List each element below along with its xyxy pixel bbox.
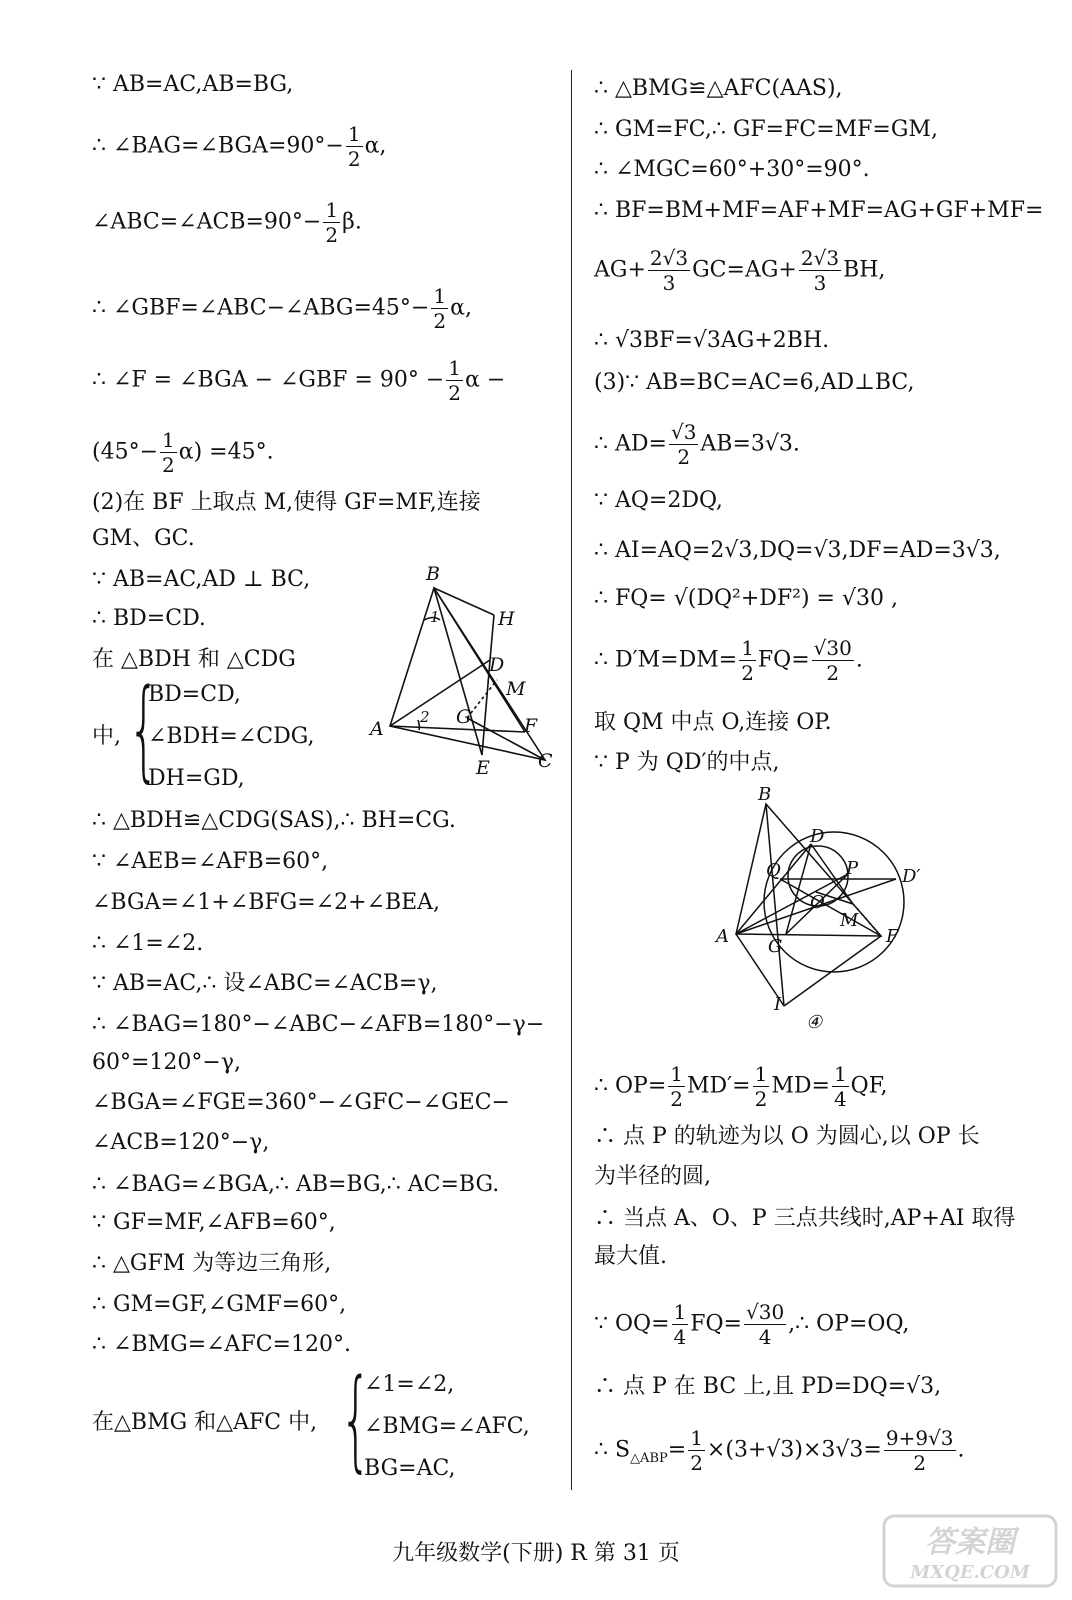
text-line: ∵ AQ=2DQ,: [594, 488, 723, 513]
label-G: G: [768, 936, 783, 957]
text-line: ∠ACB=120°−γ,: [92, 1130, 270, 1155]
label-D: D: [489, 654, 505, 676]
label-C: C: [538, 750, 553, 772]
label-D: D: [810, 826, 825, 847]
text-line: ∠BGA=∠1+∠BFG=∠2+∠BEA,: [92, 890, 441, 915]
text-line: ∵ P 为 QD′的中点,: [594, 750, 780, 775]
label-O: O: [810, 892, 825, 913]
text-line: ∴ AD= $\frac{√3}{2}$ AB=3√3.: [594, 420, 800, 469]
label-G: G: [456, 706, 472, 728]
label-A: A: [716, 926, 729, 947]
text-line: ∴ △GFM 为等边三角形,: [92, 1251, 332, 1276]
text-line: 取 QM 中点 O,连接 OP.: [594, 710, 832, 735]
text-line: ∴ ∠BAG=∠BGA,∴ AB=BG,∴ AC=BG.: [92, 1172, 500, 1197]
text-line: ∵ AB=AC,∴ 设∠ABC=∠ACB=γ,: [92, 971, 438, 996]
text-line: ∴ OP= $\frac{1}{2}$ MD′= $\frac{1}{2}$ MD= $\frac{1}{4}$ QF,: [594, 1062, 888, 1111]
label-H: H: [498, 608, 515, 630]
text-line: ∴ ∠BMG=∠AFC=120°.: [92, 1332, 351, 1357]
text-line: 60°=120°−γ,: [92, 1050, 241, 1075]
text-line: 为半径的圆,: [594, 1164, 711, 1189]
text-line: ∴ $S_{\triangle ABP}=$ $\frac{1}{2}$ ×(3+√3)×3√3= $\frac{9+9√3}{2}$ .: [594, 1426, 965, 1475]
text-line: ∵ AB=AC,AD ⊥ BC,: [92, 567, 311, 592]
geometry-figure-2: [706, 784, 946, 1034]
text-line: (3)∵ AB=BC=AC=6,AD⊥BC,: [594, 370, 915, 395]
text-line: ∴ D′M=DM= $\frac{1}{2}$ FQ= $\frac{√30}{2}$ .: [594, 636, 863, 685]
text-line: ∴ ∠1=∠2.: [92, 931, 204, 956]
text-line: ∴ ∠GBF=∠ABC−∠ABG=45°− $\frac{1}{2}$ α,: [92, 284, 472, 333]
text-line: ∴ √3BF=√3AG+2BH.: [594, 328, 830, 353]
label-D-prime: D′: [902, 866, 921, 887]
svg-text:答案圈: 答案圈: [925, 1525, 1015, 1560]
text-line: ∴ 当点 A、O、P 三点共线时,AP+AI 取得: [594, 1206, 1016, 1231]
text-line: 最大值.: [594, 1244, 667, 1269]
text-line: GM、GC.: [92, 526, 195, 551]
label-F: F: [524, 715, 538, 737]
label-A: A: [370, 718, 384, 740]
label-2: 2: [420, 708, 430, 726]
text-line: ∵ ∠AEB=∠AFB=60°,: [92, 849, 329, 874]
text-line: ∴ ∠BAG=180°−∠ABC−∠AFB=180°−γ−: [92, 1012, 545, 1037]
text-line: ∠ABC=∠ACB=90°− $\frac{1}{2}$ β.: [92, 198, 362, 247]
text-line: ∵ AB=AC,AB=BG,: [92, 72, 294, 97]
label-1: 1: [430, 608, 440, 626]
label-B: B: [426, 563, 440, 585]
text-line: ∵ GF=MF,∠AFB=60°,: [92, 1210, 336, 1235]
text-line: ∴ ∠MGC=60°+30°=90°.: [594, 157, 870, 182]
label-B: B: [758, 784, 772, 805]
geometry-figure-1: [362, 560, 562, 775]
label-E: E: [476, 757, 490, 775]
text-line: ∴ ∠BAG=∠BGA=90°− $\frac{1}{2}$ α,: [92, 122, 387, 171]
label-M: M: [506, 678, 526, 700]
text-line: 在 △BDH 和 △CDG: [92, 647, 296, 672]
text-line: ∴ BD=CD.: [92, 606, 206, 631]
text-line: ∠BGA=∠FGE=360°−∠GFC−∠GEC−: [92, 1090, 510, 1115]
text-line: ∴ BF=BM+MF=AF+MF=AG+GF+MF=: [594, 198, 1044, 223]
text-line: ∴ 点 P 在 BC 上,且 PD=DQ=√3,: [594, 1374, 942, 1399]
text-line: ∴ ∠F = ∠BGA − ∠GBF = 90° − $\frac{1}{2}$ α −: [92, 356, 506, 405]
label-Q: Q: [766, 860, 781, 881]
label-M: M: [840, 910, 859, 931]
svg-text:MXQE.COM: MXQE.COM: [910, 1562, 1030, 1583]
text-line: ∴ AI=AQ=2√3,DQ=√3,DF=AD=3√3,: [594, 538, 1001, 563]
label-F: F: [886, 926, 899, 947]
text-line: 在△BMG 和△AFC 中,: [92, 1410, 318, 1435]
text-line: ∴ FQ= √(DQ²+DF²) = √30 ,: [594, 586, 898, 611]
page-footer: 九年级数学(下册) R 第 31 页: [392, 1541, 680, 1566]
label-P: P: [846, 858, 859, 879]
text-line: ∴ GM=FC,∴ GF=FC=MF=GM,: [594, 117, 938, 142]
text-line: (2)在 BF 上取点 M,使得 GF=MF,连接: [92, 490, 481, 515]
text-line: 中,: [92, 724, 121, 749]
figure-number: ④: [806, 1012, 823, 1033]
column-divider: [571, 70, 572, 1490]
text-line: ∵ OQ= $\frac{1}{4}$ FQ= $\frac{√30}{4}$ ,∴ OP=OQ,: [594, 1300, 910, 1349]
watermark-logo: [880, 1512, 1060, 1590]
text-line: (45°− $\frac{1}{2}$ α) =45°.: [92, 428, 274, 477]
text-line: ∴ △BMG≌△AFC(AAS),: [594, 76, 843, 101]
text-line: ∴ △BDH≌△CDG(SAS),∴ BH=CG.: [92, 808, 456, 833]
label-I: I: [774, 994, 782, 1015]
text-line: ∴ 点 P 的轨迹为以 O 为圆心,以 OP 长: [594, 1124, 980, 1149]
text-line: AG+ $\frac{2√3}{3}$ GC=AG+ $\frac{2√3}{3}$ BH,: [594, 246, 886, 295]
text-line: ∴ GM=GF,∠GMF=60°,: [92, 1292, 347, 1317]
